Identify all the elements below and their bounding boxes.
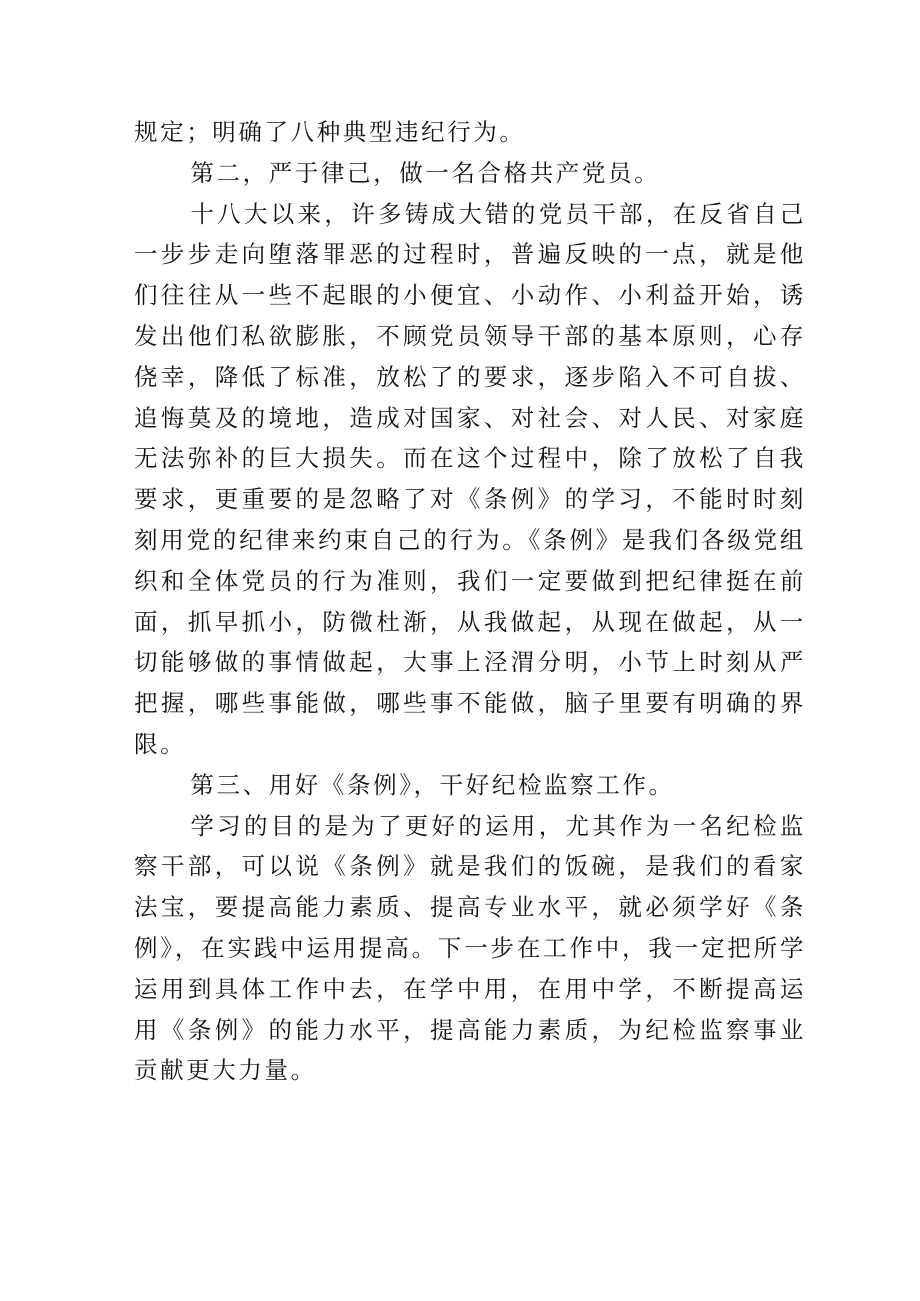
heading-third-point: 第三、用好《条例》，干好纪检监察工作。 <box>190 770 675 799</box>
document-body <box>134 112 806 1091</box>
paragraph-second-point-body: 十八大以来，许多铸成大错的党员干部，在反省自己一步步走向堕落罪恶的过程时，普遍反映的一点，就是他们往往从一些不起眼的小便宜、小动作、小利益开始，诱发出他们私欲膨胀，不顾党员领导干部的基本原则，心存侥幸，降低了标准，放松了的要求，逐步陷入不可自拔、追悔莫及的境地，造成对国家、对社会、对人民、对家庭无法弥补的巨大损失。而在这个过程中，除了放松了自我要求，更重要的是忽略了对《条例》的学习，不能时时刻刻用党的纪律来约束自己的行为。《条例》是我们各级党组织和全体党员的行为准则，我们一定要做到把纪律挺在前面，抓早抓小，防微杜渐，从我做起，从现在做起，从一切能够做的事情做起，大事上泾渭分明，小节上时刻从严把握，哪些事能做，哪些事不能做，脑子里要有明确的界限。 <box>134 199 806 758</box>
heading-second-point: 第二，严于律己，做一名合格共产党员。 <box>190 158 661 187</box>
paragraph-continuation: 规定；明确了八种典型违纪行为。 <box>134 118 526 146</box>
paragraph-third-point-body: 学习的目的是为了更好的运用，尤其作为一名纪检监察干部，可以说《条例》就是我们的饭碗，是我们的看家法宝，要提高能力素质、提高专业水平，就必须学好《条例》，在实践中运用提高。下一步在工作中，我一定把所学运用到具体工作中去，在学中用，在用中学，不断提高运用《条例》的能力水平，提高能力素质，为纪检监察事业贡献更大力量。 <box>134 811 806 1085</box>
